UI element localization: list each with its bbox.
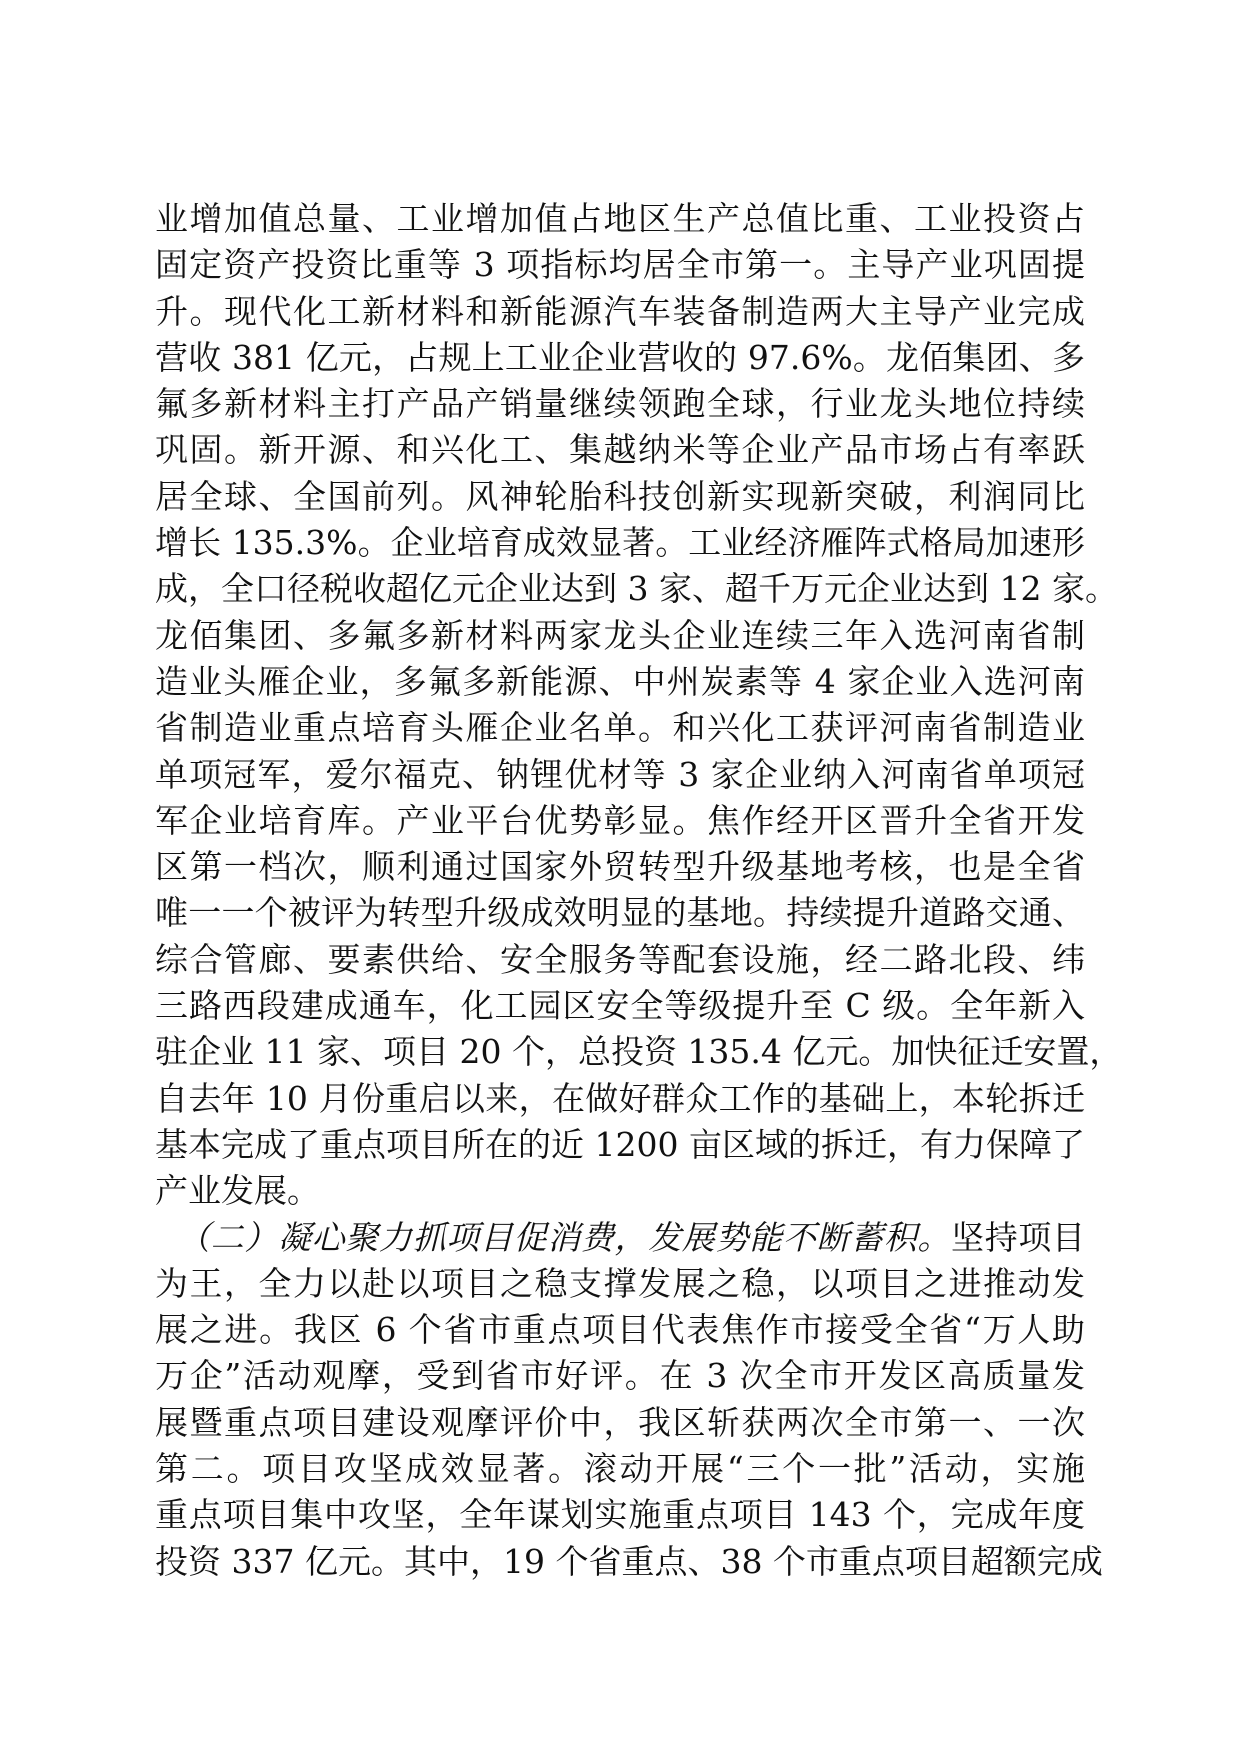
text-line: 展暨重点项目建设观摩评价中，我区斩获两次全市第一、一次 [155, 1402, 1085, 1442]
text-line: 综合管廊、要素供给、安全服务等配套设施，经二路北段、纬 [155, 939, 1085, 979]
text-fragment: 坚持项目 [951, 1217, 1086, 1257]
text-line: 营收 381 亿元，占规上工业企业营收的 97.6%。龙佰集团、多 [155, 337, 1085, 377]
text-line: 万企”活动观摩，受到省市好评。在 3 次全市开发区高质量发 [155, 1356, 1085, 1396]
text-line: 巩固。新开源、和兴化工、集越纳米等企业产品市场占有率跃 [155, 430, 1085, 470]
text-line: 固定资产投资比重等 3 项指标均居全市第一。主导产业巩固提 [155, 245, 1085, 285]
text-line: 氟多新材料主打产品产销量继续领跑全球，行业龙头地位持续 [155, 384, 1085, 424]
paragraph-2 [155, 1215, 1103, 1585]
text-line: 增长 135.3%。企业培育成效显著。工业经济雁阵式格局加速形 [155, 523, 1085, 563]
text-line: 投资 337 亿元。其中，19 个省重点、38 个市重点项目超额完成 [155, 1541, 1103, 1581]
text-line: 三路西段建成通车，化工园区安全等级提升至 C 级。全年新入 [155, 986, 1085, 1026]
text-line: 自去年 10 月份重启以来，在做好群众工作的基础上，本轮拆迁 [155, 1078, 1085, 1118]
paragraph-1 [155, 196, 1123, 1215]
text-line: 展之进。我区 6 个省市重点项目代表焦作市接受全省“万人助 [155, 1310, 1085, 1350]
text-line: 业增加值总量、工业增加值占地区生产总值比重、工业投资占 [155, 199, 1085, 238]
text-line: 单项冠军，爱尔福克、钠锂优材等 3 家企业纳入河南省单项冠 [155, 754, 1085, 794]
text-line: 军企业培育库。产业平台优势彰显。焦作经开区晋升全省开发 [155, 800, 1085, 840]
text-line: 造业头雁企业，多氟多新能源、中州炭素等 4 家企业入选河南 [155, 661, 1085, 701]
text-line: 为王，全力以赴以项目之稳支撑发展之稳，以项目之进推动发 [155, 1263, 1085, 1303]
text-line: 驻企业 11 家、项目 20 个，总投资 135.4 亿元。加快征迁安置， [155, 1032, 1123, 1072]
text-line: 省制造业重点培育头雁企业名单。和兴化工获评河南省制造业 [155, 708, 1085, 748]
text-line: 区第一档次，顺利通过国家外贸转型升级基地考核，也是全省 [155, 847, 1085, 887]
text-line: 成，全口径税收超亿元企业达到 3 家、超千万元企业达到 12 家。 [155, 569, 1118, 609]
paragraph-2-first-line [155, 1215, 1085, 1261]
text-line: 产业发展。 [155, 1171, 320, 1211]
text-line: 基本完成了重点项目所在的近 1200 亩区域的拆迁，有力保障了 [155, 1124, 1085, 1164]
section-heading: （二）凝心聚力抓项目促消费，发展势能不断蓄积。 [177, 1217, 952, 1257]
text-line: 居全球、全国前列。风神轮胎科技创新实现新突破，利润同比 [155, 476, 1085, 516]
text-line: 重点项目集中攻坚，全年谋划实施重点项目 143 个，完成年度 [155, 1495, 1085, 1535]
text-line: 唯一一个被评为转型升级成效明显的基地。持续提升道路交通、 [155, 893, 1085, 933]
text-line: 龙佰集团、多氟多新材料两家龙头企业连续三年入选河南省制 [155, 615, 1085, 655]
text-line: 第二。项目攻坚成效显著。滚动开展“三个一批”活动，实施 [155, 1449, 1085, 1489]
text-line: 升。现代化工新材料和新能源汽车装备制造两大主导产业完成 [155, 291, 1085, 331]
body-text [155, 196, 1123, 1585]
